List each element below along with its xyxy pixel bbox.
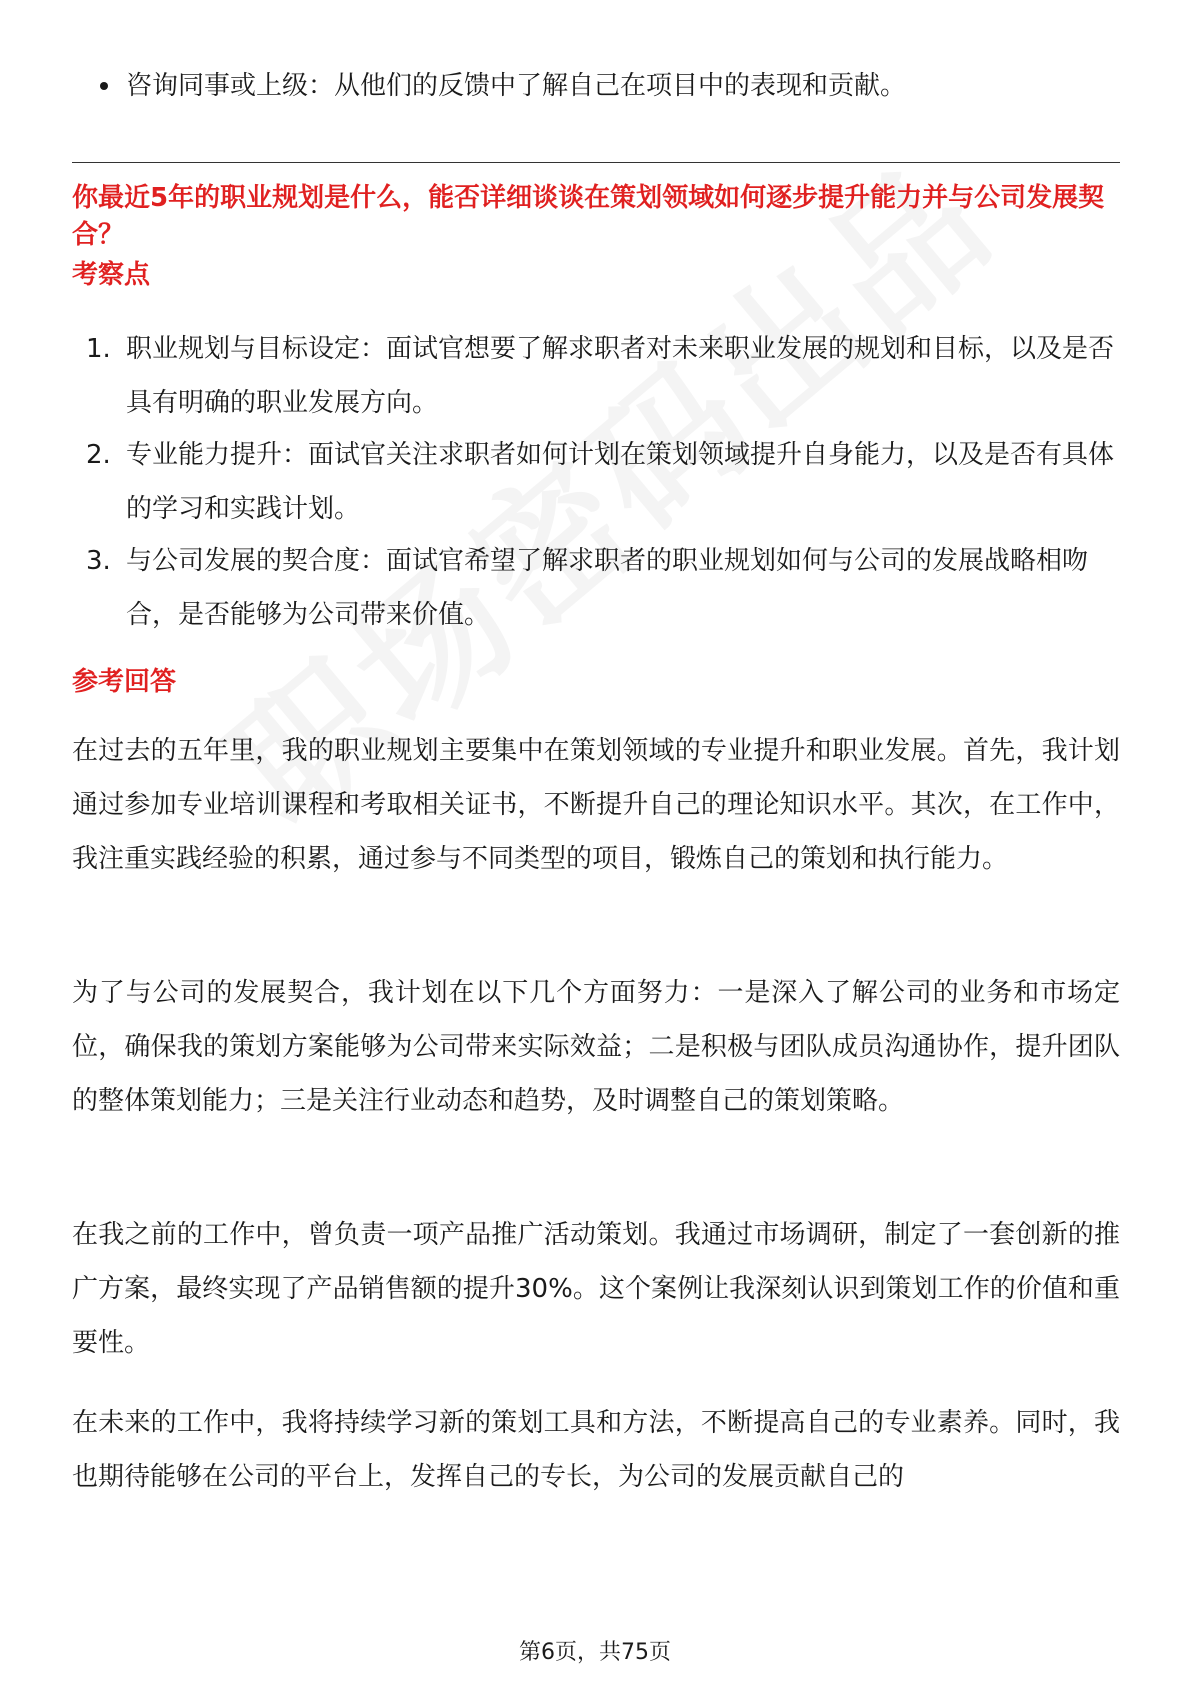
point-number: 1. <box>86 334 111 364</box>
answer-paragraph-2: 为了与公司的发展契合，我计划在以下几个方面努力：一是深入了解公司的业务和市场定位，确保我的策划方案能够为公司带来实际效益；二是积极与团队成员沟通协作，提升团队的整体策划能力；三是关注行业动态和趋势，及时调整自己的策划策略。 <box>72 978 1120 1116</box>
bullet-dot-icon <box>100 82 108 90</box>
bullet-text: 咨询同事或上级：从他们的反馈中了解自己在项目中的表现和贡献。 <box>126 71 907 101</box>
bullet-item <box>100 62 906 110</box>
point-item-3 <box>86 534 1120 642</box>
point-text: 职业规划与目标设定：面试官想要了解求职者对未来职业发展的规划和目标，以及是否具有明确的职业发展方向。 <box>126 334 1115 418</box>
point-number: 3. <box>86 546 111 576</box>
point-text: 专业能力提升：面试官关注求职者如何计划在策划领域提升自身能力，以及是否有具体的学习和实践计划。 <box>126 440 1115 524</box>
page-number: 第6页，共75页 <box>519 1640 671 1665</box>
answer-paragraph-4: 在未来的工作中，我将持续学习新的策划工具和方法，不断提高自己的专业素养。同时，我也期待能够在公司的平台上，发挥自己的专长，为公司的发展贡献自己的 <box>72 1408 1120 1492</box>
point-item-2 <box>86 428 1120 536</box>
point-text: 与公司发展的契合度：面试官希望了解求职者的职业规划如何与公司的发展战略相吻合，是否能够为公司带来价值。 <box>126 546 1089 630</box>
answer-paragraph-3: 在我之前的工作中，曾负责一项产品推广活动策划。我通过市场调研，制定了一套创新的推广方案，最终实现了产品销售额的提升30%。这个案例让我深刻认识到策划工作的价值和重要性。 <box>72 1220 1120 1358</box>
answer-heading: 参考回答 <box>72 667 177 697</box>
point-number: 2. <box>86 440 111 470</box>
point-item-1 <box>86 322 1120 430</box>
points-heading: 考察点 <box>72 260 151 290</box>
question-heading: 你最近5年的职业规划是什么，能否详细谈谈在策划领域如何逐步提升能力并与公司发展契合？ <box>72 183 1105 250</box>
section-divider <box>72 162 1120 163</box>
answer-paragraph-1: 在过去的五年里，我的职业规划主要集中在策划领域的专业提升和职业发展。首先，我计划通过参加专业培训课程和考取相关证书，不断提升自己的理论知识水平。其次，在工作中，我注重实践经验的积累，通过参与不同类型的项目，锻炼自己的策划和执行能力。 <box>72 736 1120 874</box>
